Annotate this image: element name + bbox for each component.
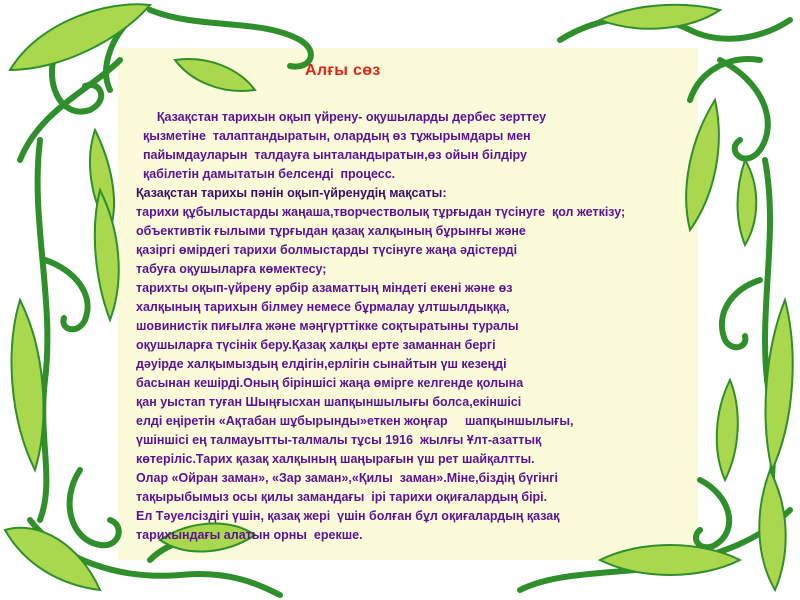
body-line-18: тарихындағы алатын орны ерекше. bbox=[136, 528, 363, 542]
body-line-2: объективтік ғылыми тұрғыдан қазақ халқының бұрынғы және bbox=[136, 224, 526, 238]
body-line-9: дәуірде халқымыздың елдігін,ерлігін сынайтын үш кезеңді bbox=[136, 357, 507, 371]
intro-line-3: пайымдауларын талдауға ынталандыратын,өз ойын білдіру bbox=[136, 148, 527, 162]
intro-line-2: қызметіне талаптандыратын, олардың өз тұжырымдары мен bbox=[136, 129, 531, 143]
page-title: Алғы сөз bbox=[305, 62, 381, 79]
body-line-7: шовинистік пиғылға және мәңгүрттікке соқтыратыны туралы bbox=[136, 319, 519, 333]
body-line-11: қан уыстап туған Шыңғысхан шапқыншылығы болса,екіншісі bbox=[136, 395, 522, 409]
body-line-12: елді еңіретін «Ақтабан шұбырынды»еткен жоңғар шапқыншылығы, bbox=[136, 414, 574, 428]
body-line-13: үшіншісі ең талмауытты-талмалы тұсы 1916 жылғы Ұлт-азаттық bbox=[136, 433, 542, 447]
body-line-17: Ел Тәуелсіздігі үшін, қазақ жері үшін болған бұл оқиғалардың қазақ bbox=[136, 509, 560, 523]
right-side-leaves bbox=[717, 300, 793, 480]
body-line-1: тарихи құбылыстарды жаңаша,творчестволық тұрғыдан түсінуге қол жеткізу; bbox=[136, 205, 626, 219]
intro-line-1: Қазақстан тарихын оқып үйрену- оқушыларды дербес зерттеу bbox=[136, 110, 547, 124]
goal-heading: Қазақстан тарихы пәнін оқып-үйренудің мақсаты: bbox=[136, 186, 447, 200]
body-line-14: көтеріліс.Тарих қазақ халқының шаңырағын үш рет шайқалтты. bbox=[136, 452, 535, 466]
body-line-15: Олар «Ойран заман», «Зар заман»,«Қилы заман».Міне,біздің бүгінгі bbox=[136, 471, 558, 485]
body-line-8: оқушыларға түсінік беру.Қазақ халқы ерте заманнан бергі bbox=[136, 338, 496, 352]
body-line-5: тарихты оқып-үйрену әрбір азаматтың міндеті екені және өз bbox=[136, 281, 513, 295]
essay-text bbox=[136, 108, 716, 545]
intro-line-4: қабілетін дамытатын белсенді процесс. bbox=[136, 167, 396, 181]
body-line-4: табуға оқушыларға көмектесу; bbox=[136, 262, 327, 276]
body-line-6: халқының тарихын білмеу немесе бұрмалау ұлтшылдыққа, bbox=[136, 300, 510, 314]
body-line-10: басынан кешірді.Оның біріншісі жаңа өмірге келгенде қолына bbox=[136, 376, 524, 390]
left-side-vine bbox=[38, 140, 88, 520]
body-line-3: қазіргі өмірдегі тарихи болмыстарды түсінуге жаңа әдістерді bbox=[136, 243, 518, 257]
body-line-16: тақырыбымыз осы қилы замандағы ірі тарихи оқиғалардың бірі. bbox=[136, 490, 548, 504]
